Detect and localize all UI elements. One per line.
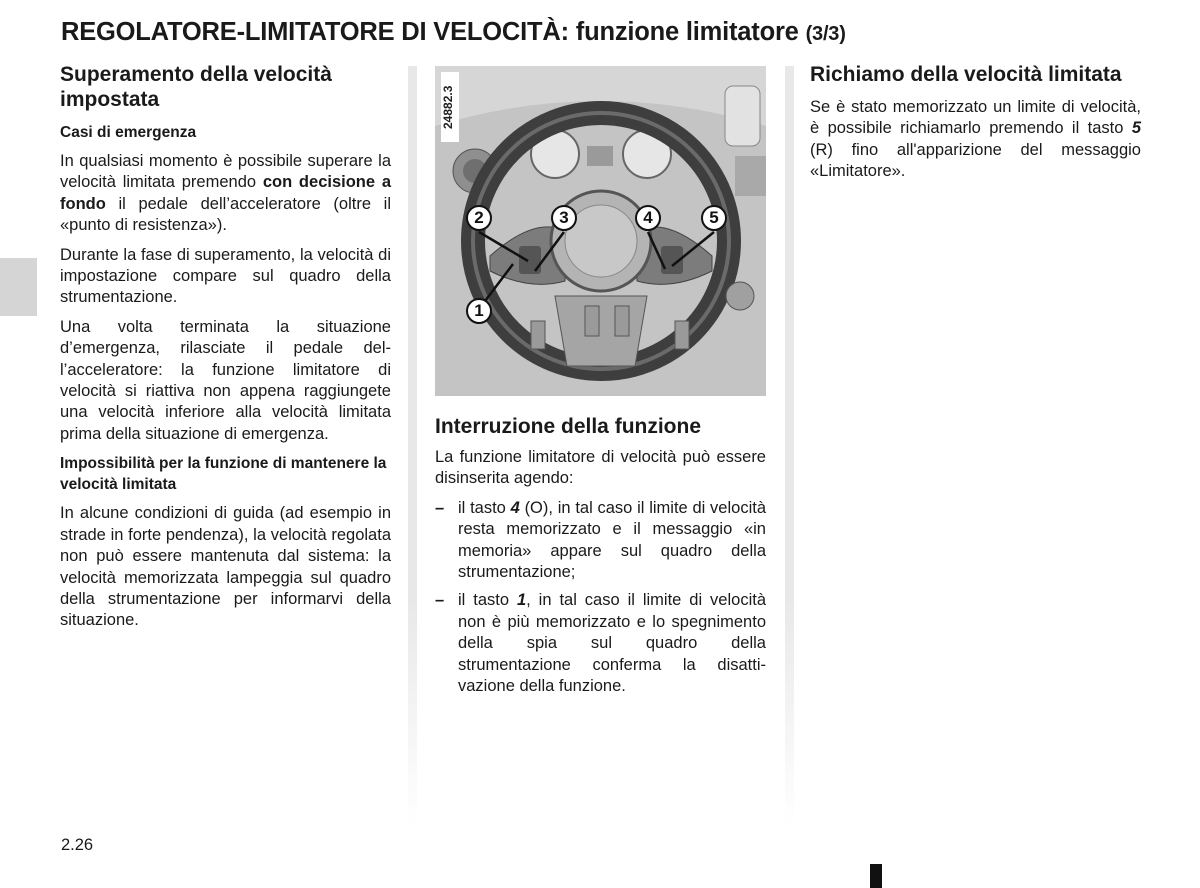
callout-4: 4 — [635, 205, 661, 231]
paragraph-emergenza — [60, 151, 391, 237]
section-tab-marker — [0, 258, 37, 316]
callout-3: 3 — [551, 205, 577, 231]
key-number: 5 — [1131, 119, 1141, 138]
paragraph-text: Se è stato memorizzato un limite di velocità, è possibile richiamarlo premendo il tasto — [810, 98, 1141, 138]
list-dash: – — [435, 591, 445, 610]
sub-heading-impossibilita: Impossibilità per la funzione di mantenere la velocità limitata — [60, 455, 387, 494]
column-divider-right — [785, 66, 794, 826]
list-text: il tasto — [458, 591, 517, 610]
list-text: il tasto — [458, 498, 511, 517]
key-number: 4 — [510, 498, 520, 517]
list-text: (O), in tal caso il limite di velocità resta memorizzato e il messaggio «in memoria» appare sul quadro della strumentazione; — [458, 498, 767, 582]
callout-5: 5 — [701, 205, 727, 231]
list-text: , in tal caso il limite di velocità non è più memorizzato e lo spegnimento della spia sul quadro della strumentazione conferma la disattivazione della funzione. — [458, 591, 766, 696]
page-number: 2.26 — [61, 836, 94, 854]
paragraph-text: (R) fino all'apparizione del messaggio «Limitatore». — [810, 140, 1141, 181]
column-divider-left — [408, 66, 417, 826]
steering-wheel-illustration — [435, 66, 766, 396]
paragraph-impossibilita: In alcune condizioni di guida (ad esempio in strade in forte pendenza), la velocità regolata non può essere mantenuta dal sistema: la velocità memorizzata lampeggia sul quadro della strumentazione per informarvi della situazione. — [60, 504, 391, 630]
section-heading-superamento: Superamento della velocità impostata — [60, 63, 332, 111]
right-column — [810, 62, 1141, 191]
paragraph-text: il pedale dell’acceleratore (oltre il «punto di resistenza»). — [60, 194, 391, 235]
paragraph-text: In qualsiasi momento è possibile superare la velocità limitata premendo — [60, 152, 391, 192]
emphasis-text: con decisione a fondo — [60, 173, 391, 213]
page-title-main: REGOLATORE-LIMITATORE DI VELOCITÀ: funzione limitatore — [61, 18, 799, 46]
callout-2: 2 — [466, 205, 492, 231]
paragraph-superamento: Durante la fase di superamento, la velocità di impostazione compare sul quadro della strumentazione. — [60, 245, 391, 307]
page-title — [61, 18, 846, 47]
figure-reference-code: 24882.3 — [441, 72, 459, 142]
steering-wheel-drawing — [435, 66, 766, 396]
list-item — [435, 590, 766, 697]
middle-column — [435, 66, 766, 704]
left-column — [60, 62, 391, 640]
callout-1: 1 — [466, 298, 492, 324]
paragraph-richiamo — [810, 97, 1141, 183]
paragraph-interruzione-intro: La funzione limitatore di velocità può essere disinserita agendo: — [435, 448, 766, 488]
paragraph-fine-emergenza: Una volta terminata la situazione d’emergenza, rilasciate il pedale dell’acceleratore: la funzione limitatore di velocità si riattiva non appena raggiungete una velocità inferiore alla velocità limitata prima della situazione di emergenza. — [60, 317, 391, 443]
key-number: 1 — [516, 591, 527, 610]
section-heading-richiamo: Richiamo della velocità limitata — [810, 63, 1122, 86]
page-title-suffix: (3/3) — [805, 23, 846, 45]
list-dash: – — [435, 498, 445, 517]
list-item — [435, 498, 766, 584]
section-heading-interruzione: Interruzione della funzione — [435, 415, 702, 438]
page-edge-marker — [870, 864, 882, 888]
sub-heading-emergenza: Casi di emergenza — [60, 124, 197, 141]
interruption-options-list — [435, 498, 766, 698]
